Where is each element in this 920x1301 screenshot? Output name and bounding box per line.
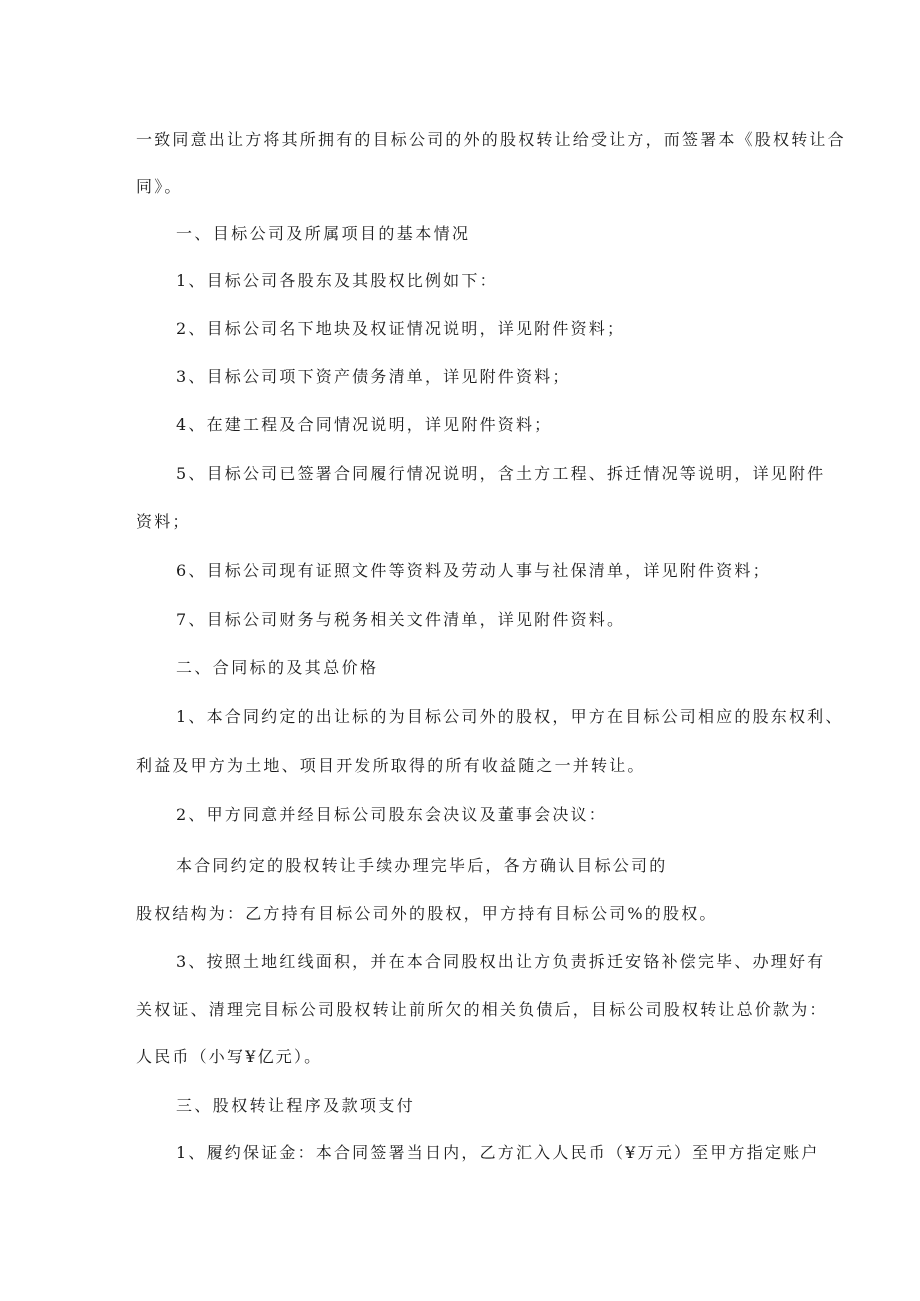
list-item: 6、目标公司现有证照文件等资料及劳动人事与社保清单，详见附件资料； xyxy=(176,561,771,580)
list-item: 2、甲方同意并经目标公司股东会决议及董事会决议： xyxy=(176,805,607,824)
list-item: 2、目标公司名下地块及权证情况说明，详见附件资料； xyxy=(176,319,626,338)
paragraph-line: 同》。 xyxy=(136,177,183,196)
list-item: 5、目标公司已签署合同履行情况说明，含土方工程、拆迁情况等说明，详见附件 xyxy=(176,464,826,483)
list-item: 4、在建工程及合同情况说明，详见附件资料； xyxy=(176,415,553,434)
paragraph-line: 一致同意出让方将其所拥有的目标公司的外的股权转让给受让方，而签署本《股权转让合 xyxy=(136,130,846,149)
paragraph-line: 本合同约定的股权转让手续办理完毕后，各方确认目标公司的 xyxy=(176,856,668,875)
paragraph-line: 利益及甲方为土地、项目开发所取得的所有收益随之一并转让。 xyxy=(136,756,646,775)
paragraph-line: 股权结构为：乙方持有目标公司外的股权，甲方持有目标公司%的股权。 xyxy=(136,904,718,923)
section-heading-3: 三、股权转让程序及款项支付 xyxy=(176,1096,416,1115)
list-item: 3、目标公司项下资产债务清单，详见附件资料； xyxy=(176,367,571,386)
list-item: 7、目标公司财务与税务相关文件清单，详见附件资料。 xyxy=(176,610,626,629)
list-item: 3、按照土地红线面积，并在本合同股权出让方负责拆迁安铬补偿完毕、办理好有 xyxy=(176,952,826,971)
paragraph-line: 人民币（小写¥亿元）。 xyxy=(136,1047,323,1066)
list-item: 1、本合同约定的出让标的为目标公司外的股权，甲方在目标公司相应的股东权利、 xyxy=(176,707,844,726)
section-heading-1: 一、目标公司及所属项目的基本情况 xyxy=(176,224,471,243)
paragraph-line: 资料； xyxy=(136,512,191,531)
paragraph-line: 关权证、清理完目标公司股权转让前所欠的相关负债后，目标公司股权转让总价款为： xyxy=(136,1000,828,1019)
section-heading-2: 二、合同标的及其总价格 xyxy=(176,658,379,677)
list-item: 1、目标公司各股东及其股权比例如下： xyxy=(176,271,498,290)
list-item: 1、履约保证金：本合同签署当日内，乙方汇入人民币（¥万元）至甲方指定账户 xyxy=(176,1143,820,1162)
